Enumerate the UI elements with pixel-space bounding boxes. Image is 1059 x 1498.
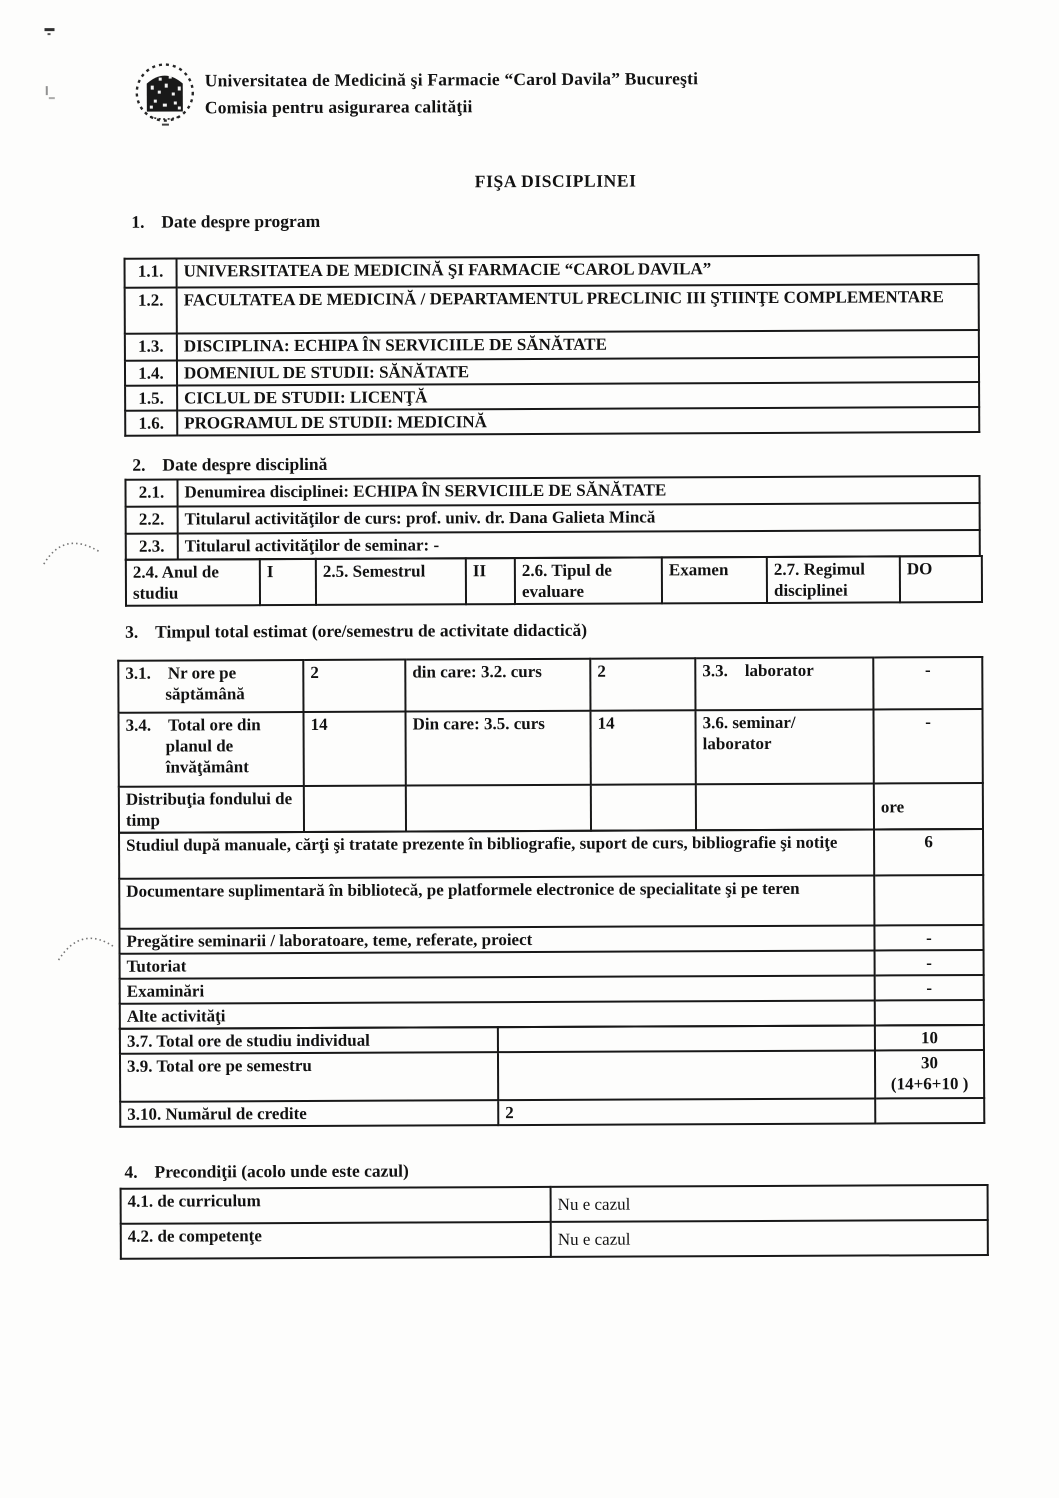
- section-title: Timpul total estimat (ore/semestru de activitate didactică): [155, 619, 588, 642]
- table-row: [125, 407, 979, 436]
- row-text: PROGRAMUL DE STUDII: MEDICINĂ: [177, 407, 979, 435]
- cell-label: 3.10. Numărul de credite: [120, 1100, 498, 1127]
- total-semester-breakdown: (14+6+10 ): [890, 1074, 969, 1094]
- cell-value: [875, 1000, 984, 1025]
- table-row: [120, 1050, 984, 1102]
- table-row: [120, 975, 984, 1004]
- section-title: Precondiţii (acolo unde este cazul): [154, 1160, 409, 1182]
- row-id: 1.5.: [125, 386, 177, 411]
- table-row: [125, 330, 979, 361]
- cell-label: Pregătire seminarii / laboratoare, teme, referate, proiect: [119, 925, 874, 953]
- cell-empty: [304, 786, 406, 832]
- cell-empty: [696, 783, 874, 830]
- cell-value: -: [873, 709, 982, 783]
- row-text: CICLUL DE STUDII: LICENŢĂ: [177, 382, 979, 410]
- table-row: [119, 925, 983, 954]
- cell-label: Distribuţia fondului de timp: [119, 786, 304, 833]
- cell-empty: [498, 1025, 875, 1052]
- cell-label: 3.4. Total ore din planul de învăţământ: [118, 712, 303, 787]
- cell-label: 2.5. Semestrul: [316, 558, 466, 605]
- cell-empty: [406, 785, 591, 832]
- cell-label: 2.7. Regimul disciplinei: [767, 556, 900, 603]
- cell-label: din care: 3.2. curs: [405, 659, 590, 712]
- row-text: Titularul activităţilor de seminar: -: [178, 530, 980, 559]
- cell-label: 3.9. Total ore pe semestru: [120, 1052, 498, 1102]
- scan-speck-artifact: [45, 28, 55, 31]
- row-text: FACULTATEA DE MEDICINĂ / DEPARTAMENTUL PRECLINIC III ŞTIINŢE COMPLEMENTARE: [177, 284, 979, 333]
- cell-value: II: [466, 558, 515, 604]
- scan-speck-artifact: [46, 86, 48, 95]
- cell-empty: [875, 1098, 984, 1123]
- cell-unit: ore: [874, 783, 983, 829]
- cell-value: DO: [900, 556, 982, 602]
- cell-value: 14: [590, 710, 695, 784]
- table-estimated-time: [117, 656, 985, 1128]
- cell-empty: [591, 784, 696, 830]
- cell-value: 14: [303, 712, 405, 786]
- table-row: [118, 709, 982, 787]
- table-row: [125, 284, 979, 334]
- section-number: 2.: [132, 454, 146, 475]
- row-id: 1.2.: [125, 288, 177, 334]
- table-row: [120, 1098, 984, 1127]
- row-id: 1.4.: [125, 361, 177, 386]
- section-number: 1.: [131, 211, 145, 232]
- row-text: DISCIPLINA: ECHIPA ÎN SERVICIILE DE SĂNĂTATE: [177, 330, 979, 360]
- row-id: 2.1.: [125, 480, 177, 507]
- section1-heading: [131, 211, 320, 233]
- cell-value: Nu e cazul: [551, 1185, 988, 1222]
- section-number: 4.: [124, 1161, 138, 1182]
- row-text: Titularul activităţilor de curs: prof. univ. dr. Dana Galieta Mincă: [178, 503, 980, 533]
- section3-heading: [125, 620, 587, 643]
- document-header: [205, 65, 699, 121]
- table-row: [125, 255, 979, 288]
- cell-label: 4.2. de competenţe: [121, 1222, 551, 1259]
- cell-label: Din care: 3.5. curs: [405, 711, 590, 786]
- table-program: [124, 254, 981, 437]
- row-id: 2.2.: [126, 507, 178, 534]
- pen-mark-artifact: [38, 524, 108, 572]
- cell-label: Tutoriat: [120, 950, 875, 978]
- table-row: [125, 382, 979, 411]
- cell-label: Alte activităţi: [120, 1000, 875, 1028]
- scan-speck-artifact: [49, 97, 55, 99]
- table-row: [121, 1220, 988, 1259]
- row-id: 1.3.: [125, 334, 177, 361]
- cell-label: Documentare suplimentară în bibliotecă, pe platformele electronice de specialitate şi pe teren: [119, 875, 874, 928]
- pen-mark-artifact: [53, 916, 123, 968]
- cell-label: 3.6. seminar/ laborator: [695, 710, 873, 785]
- cell-label: 3.3. laborator: [695, 658, 873, 711]
- section-number: 3.: [125, 621, 139, 642]
- cell-empty: [498, 1050, 875, 1100]
- cell-label: 4.1. de curriculum: [121, 1187, 551, 1224]
- cell-value: Examen: [662, 557, 767, 603]
- table-row: [125, 476, 979, 507]
- cell-label: Studiul după manuale, cărţi şi tratate prezente în bibliografie, suport de curs, bibliografie şi notiţe: [119, 829, 874, 878]
- cell-value: 6: [874, 829, 983, 875]
- table-row: [121, 1185, 988, 1224]
- table-row: [126, 556, 982, 606]
- cell-label: 2.6. Tipul de evaluare: [515, 557, 662, 604]
- table-row: [126, 503, 980, 534]
- table-row: [125, 357, 979, 386]
- cell-value: I: [260, 559, 316, 605]
- table-discipline: [124, 475, 983, 607]
- cell-value: -: [875, 950, 984, 975]
- cell-value: [874, 875, 983, 925]
- table-row: [119, 829, 983, 879]
- cell-label: Examinări: [120, 975, 875, 1003]
- row-id: 1.1.: [125, 259, 177, 288]
- cell-value: 2: [303, 660, 405, 712]
- table-row: [120, 950, 984, 979]
- cell-value: Nu e cazul: [551, 1220, 988, 1257]
- cell-label: 3.1. Nr ore pe săptămână: [118, 660, 303, 713]
- cell-value: 2: [590, 658, 695, 710]
- cell-label: 3.7. Total ore de studiu individual: [120, 1027, 498, 1054]
- section-title: Date despre disciplină: [162, 453, 328, 475]
- section4-heading: [124, 1161, 408, 1183]
- scan-speck-artifact: [48, 33, 51, 35]
- row-text: DOMENIUL DE STUDII: SĂNĂTATE: [177, 357, 979, 385]
- row-id: 1.6.: [125, 411, 177, 436]
- page-title: FIŞA DISCIPLINEI: [474, 170, 637, 192]
- table-row: [119, 875, 983, 929]
- section2-heading: [132, 454, 327, 476]
- cell-value: [875, 1050, 984, 1098]
- section-title: Date despre program: [161, 210, 321, 232]
- total-semester-hours: 30: [920, 1053, 939, 1073]
- table-row: [120, 1025, 984, 1054]
- committee-name: Comisia pentru asigurarea calităţii: [204, 96, 473, 118]
- cell-value: -: [873, 657, 982, 709]
- table-row: [118, 657, 982, 713]
- cell-label: 2.4. Anul de studiu: [126, 559, 260, 606]
- table-prerequisites: [120, 1184, 989, 1260]
- cell-value: 2: [498, 1098, 875, 1125]
- university-seal-icon: [134, 59, 198, 129]
- row-id: 2.3.: [126, 534, 178, 560]
- cell-value: -: [874, 925, 983, 950]
- row-text: Denumirea disciplinei: ECHIPA ÎN SERVICIILE DE SĂNĂTATE: [177, 476, 979, 506]
- cell-value: 10: [875, 1025, 984, 1050]
- cell-value: -: [875, 975, 984, 1000]
- row-text: UNIVERSITATEA DE MEDICINĂ ŞI FARMACIE “CAROL DAVILA”: [177, 255, 979, 287]
- table-row: [119, 783, 983, 833]
- university-name: Universitatea de Medicină şi Farmacie “Carol Davila” Bucureşti: [204, 68, 699, 91]
